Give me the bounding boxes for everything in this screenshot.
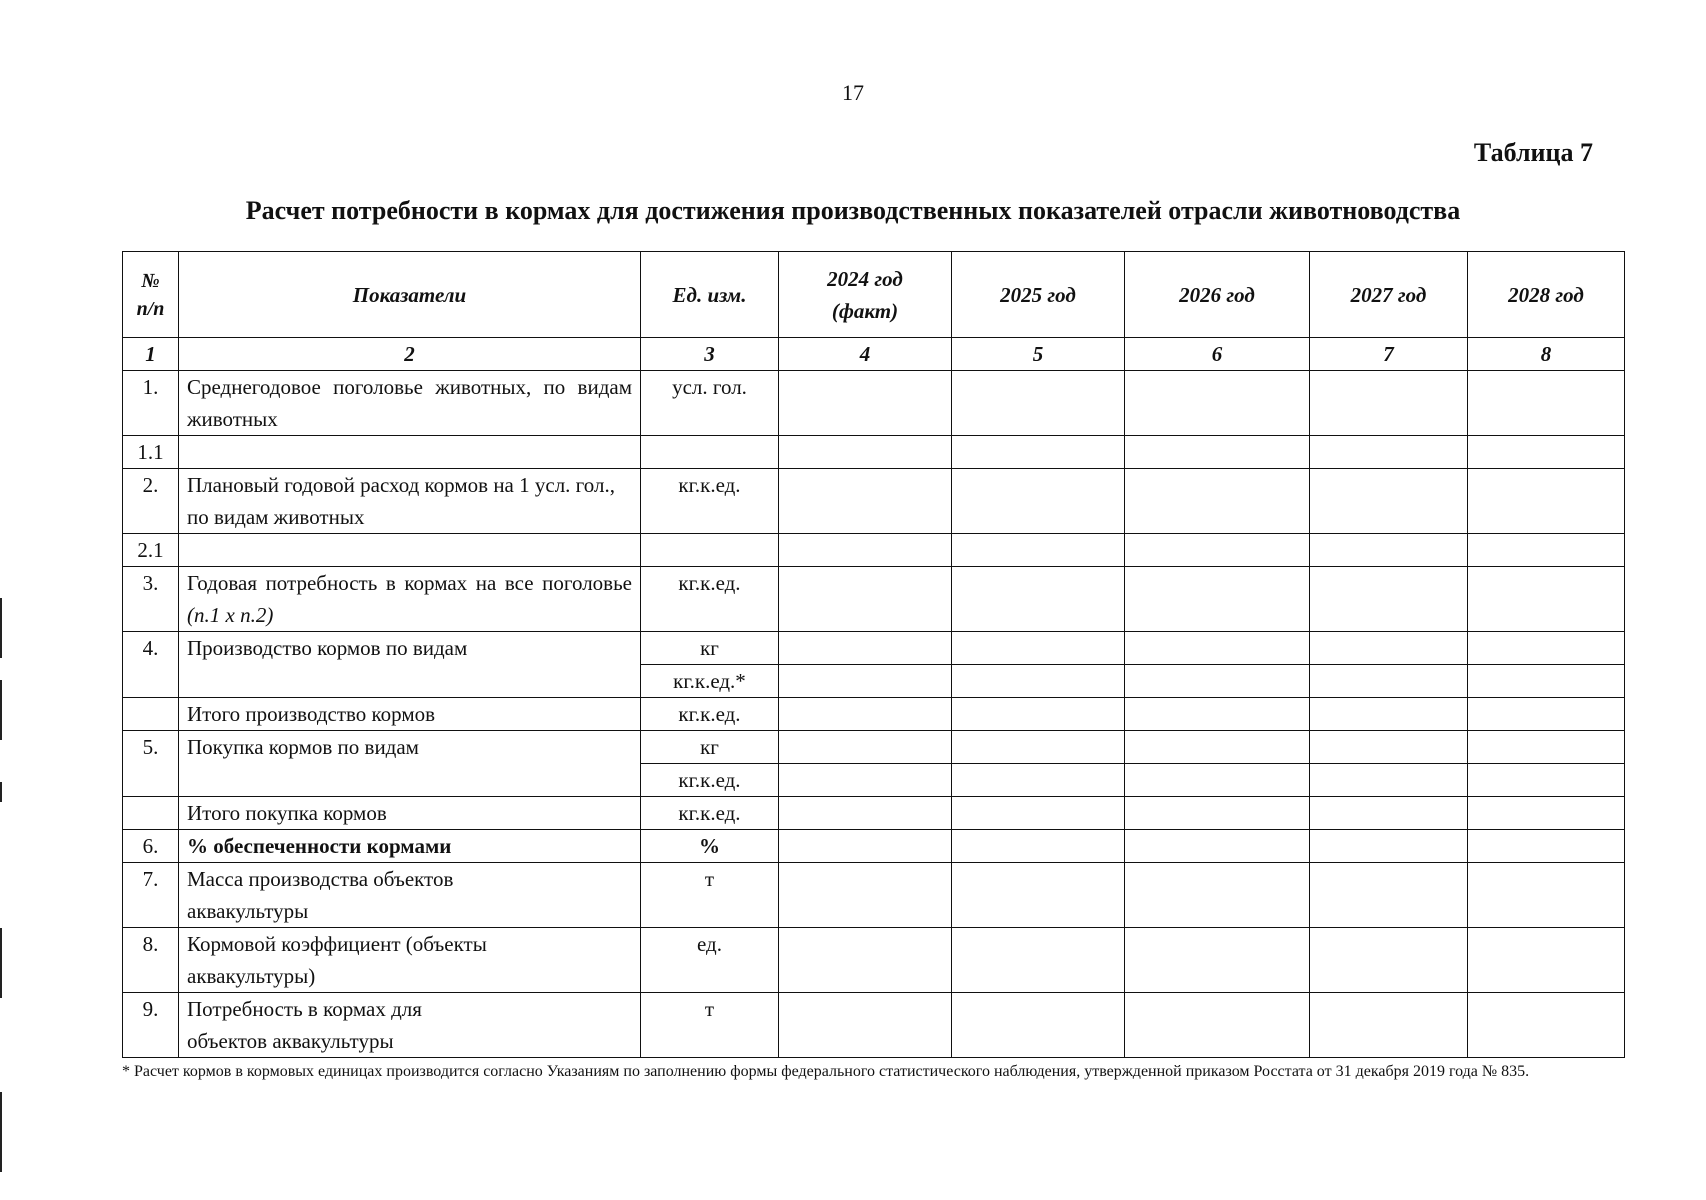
value-cell: [1468, 436, 1625, 469]
value-cell: [779, 469, 952, 534]
row-number: 1.1: [123, 436, 179, 469]
value-cell: [1468, 863, 1625, 928]
value-cell: [952, 797, 1125, 830]
unit-cell: т: [641, 993, 779, 1058]
unit-cell: кг.к.ед.: [641, 797, 779, 830]
indicator-name: Потребность в кормах для объектов аквакультуры: [179, 993, 641, 1058]
value-cell: [1125, 371, 1310, 436]
value-cell: [1468, 567, 1625, 632]
unit-cell: т: [641, 863, 779, 928]
unit-cell: кг.к.ед.: [641, 469, 779, 534]
row-number: [123, 698, 179, 731]
column-number: 6: [1125, 338, 1310, 371]
column-number: 1: [123, 338, 179, 371]
scan-margin-mark: [0, 1092, 2, 1172]
value-cell: [779, 632, 952, 665]
row-number: 2.1: [123, 534, 179, 567]
value-cell: [1468, 797, 1625, 830]
value-cell: [952, 665, 1125, 698]
value-cell: [1125, 534, 1310, 567]
table-row: [123, 632, 1625, 665]
value-cell: [1468, 764, 1625, 797]
value-cell: [952, 698, 1125, 731]
value-cell: [952, 764, 1125, 797]
value-cell: [779, 698, 952, 731]
value-cell: [1468, 830, 1625, 863]
indicator-name: [179, 534, 641, 567]
header-row: [123, 252, 1625, 338]
row-number: 3.: [123, 567, 179, 632]
value-cell: [952, 469, 1125, 534]
table-row: [123, 436, 1625, 469]
value-cell: [1125, 764, 1310, 797]
value-cell: [1125, 632, 1310, 665]
table-row: [123, 863, 1625, 928]
value-cell: [779, 534, 952, 567]
scan-margin-mark: [0, 680, 2, 740]
value-cell: [1125, 665, 1310, 698]
table-row: [123, 797, 1625, 830]
column-number: 3: [641, 338, 779, 371]
value-cell: [1310, 830, 1468, 863]
value-cell: [1468, 993, 1625, 1058]
value-cell: [1468, 371, 1625, 436]
column-number: 4: [779, 338, 952, 371]
value-cell: [1310, 764, 1468, 797]
value-cell: [952, 436, 1125, 469]
table-row: [123, 567, 1625, 632]
header-cell-2026: 2026 год: [1125, 252, 1310, 338]
value-cell: [952, 863, 1125, 928]
table-row: [123, 830, 1625, 863]
value-cell: [779, 993, 952, 1058]
value-cell: [1310, 797, 1468, 830]
unit-cell: ед.: [641, 928, 779, 993]
value-cell: [779, 830, 952, 863]
value-cell: [1310, 534, 1468, 567]
column-number-row: [123, 338, 1625, 371]
scan-margin-mark: [0, 782, 2, 802]
header-cell-number: № п/п: [123, 252, 179, 338]
header-cell-2027: 2027 год: [1310, 252, 1468, 338]
value-cell: [1125, 567, 1310, 632]
value-cell: [779, 863, 952, 928]
value-cell: [1310, 928, 1468, 993]
indicator-name: Итого покупка кормов: [179, 797, 641, 830]
table-label: Таблица 7: [1473, 138, 1593, 167]
value-cell: [1125, 830, 1310, 863]
indicator-name: Плановый годовой расход кормов на 1 усл. гол., по видам животных: [179, 469, 641, 534]
value-cell: [1125, 436, 1310, 469]
unit-cell: усл. гол.: [641, 371, 779, 436]
indicator-name: Итого производство кормов: [179, 698, 641, 731]
indicator-name: [179, 436, 641, 469]
value-cell: [1468, 534, 1625, 567]
row-number: 4.: [123, 632, 179, 698]
value-cell: [1125, 731, 1310, 764]
value-cell: [952, 632, 1125, 665]
value-cell: [952, 830, 1125, 863]
indicator-name: % обеспеченности кормами: [179, 830, 641, 863]
page-number: 17: [842, 80, 864, 105]
row-number: 1.: [123, 371, 179, 436]
indicator-name: Кормовой коэффициент (объекты аквакультуры): [179, 928, 641, 993]
value-cell: [1310, 731, 1468, 764]
value-cell: [1468, 632, 1625, 665]
value-cell: [952, 371, 1125, 436]
table-row: [123, 731, 1625, 764]
table-row: [123, 928, 1625, 993]
scan-margin-mark: [0, 598, 2, 658]
value-cell: [779, 731, 952, 764]
value-cell: [1125, 797, 1310, 830]
table-row: [123, 534, 1625, 567]
unit-cell: кг: [641, 731, 779, 764]
row-number: 5.: [123, 731, 179, 797]
table-row: [123, 371, 1625, 436]
unit-cell: [641, 534, 779, 567]
column-number: 7: [1310, 338, 1468, 371]
unit-cell: кг.к.ед.*: [641, 665, 779, 698]
header-cell-2025: 2025 год: [952, 252, 1125, 338]
value-cell: [1310, 863, 1468, 928]
indicator-name: Производство кормов по видам: [179, 632, 641, 698]
row-number: 8.: [123, 928, 179, 993]
value-cell: [1468, 469, 1625, 534]
indicator-name: Среднегодовое поголовье животных, по видам животных: [179, 371, 641, 436]
value-cell: [1310, 567, 1468, 632]
value-cell: [779, 665, 952, 698]
value-cell: [1468, 731, 1625, 764]
value-cell: [779, 797, 952, 830]
unit-cell: %: [641, 830, 779, 863]
feed-requirements-table: [122, 251, 1625, 1058]
row-number: 6.: [123, 830, 179, 863]
header-cell-unit: Ед. изм.: [641, 252, 779, 338]
row-number: [123, 797, 179, 830]
value-cell: [952, 534, 1125, 567]
value-cell: [1125, 928, 1310, 993]
value-cell: [779, 764, 952, 797]
table-row: [123, 469, 1625, 534]
table-row: [123, 993, 1625, 1058]
value-cell: [1125, 469, 1310, 534]
value-cell: [1125, 863, 1310, 928]
value-cell: [1310, 993, 1468, 1058]
value-cell: [1468, 928, 1625, 993]
indicator-name: Масса производства объектов аквакультуры: [179, 863, 641, 928]
unit-cell: кг.к.ед.: [641, 567, 779, 632]
value-cell: [1468, 665, 1625, 698]
column-number: 2: [179, 338, 641, 371]
value-cell: [779, 567, 952, 632]
value-cell: [1310, 436, 1468, 469]
value-cell: [1468, 698, 1625, 731]
column-number: 5: [952, 338, 1125, 371]
footnote: * Расчет кормов в кормовых единицах производится согласно Указаниям по заполнению формы федерального статистического наблюдения, утвержденной приказом Росстата от 31 декабря 2019 года № 835.: [122, 1063, 1530, 1080]
value-cell: [779, 371, 952, 436]
column-number: 8: [1468, 338, 1625, 371]
indicator-name: Годовая потребность в кормах на все поголовье (п.1 х п.2): [179, 567, 641, 632]
value-cell: [952, 993, 1125, 1058]
value-cell: [1310, 665, 1468, 698]
value-cell: [952, 731, 1125, 764]
row-number: 2.: [123, 469, 179, 534]
unit-cell: [641, 436, 779, 469]
value-cell: [779, 928, 952, 993]
value-cell: [1310, 469, 1468, 534]
value-cell: [1310, 632, 1468, 665]
indicator-name: Покупка кормов по видам: [179, 731, 641, 797]
header-cell-2028: 2028 год: [1468, 252, 1625, 338]
header-cell-indicator: Показатели: [179, 252, 641, 338]
value-cell: [952, 567, 1125, 632]
row-number: 9.: [123, 993, 179, 1058]
value-cell: [952, 928, 1125, 993]
unit-cell: кг: [641, 632, 779, 665]
value-cell: [1310, 371, 1468, 436]
indicator-formula: (п.1 х п.2): [187, 603, 274, 627]
header-cell-2024: 2024 год (факт): [779, 252, 952, 338]
value-cell: [1310, 698, 1468, 731]
row-number: 7.: [123, 863, 179, 928]
value-cell: [1125, 993, 1310, 1058]
unit-cell: кг.к.ед.: [641, 698, 779, 731]
value-cell: [779, 436, 952, 469]
value-cell: [1125, 698, 1310, 731]
scan-margin-mark: [0, 928, 2, 998]
document-title: Расчет потребности в кормах для достижения производственных показателей отрасли животноводства: [245, 196, 1461, 225]
unit-cell: кг.к.ед.: [641, 764, 779, 797]
table-row: [123, 698, 1625, 731]
